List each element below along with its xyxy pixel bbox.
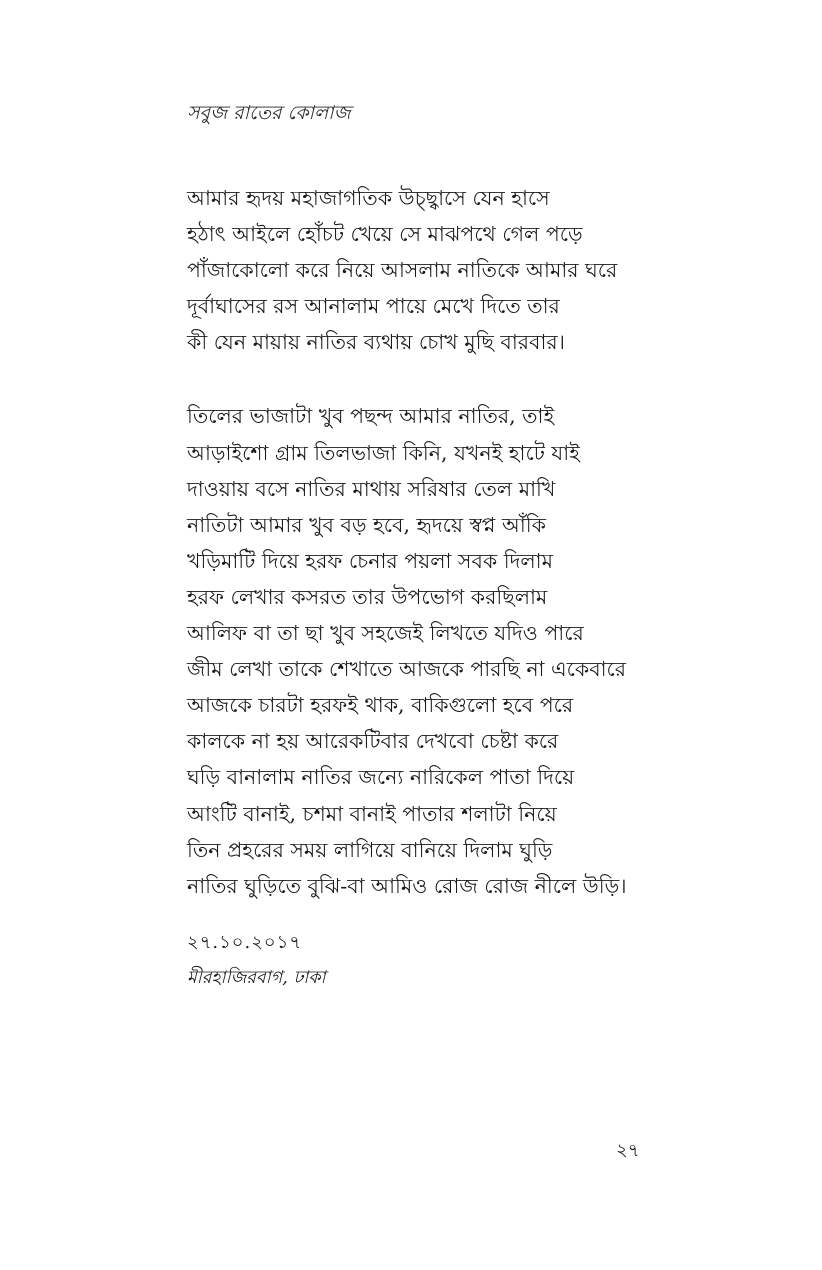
poem (187, 180, 647, 904)
poem-line: আমার হৃদয় মহাজাগতিক উচ্ছ্বাসে যেন হাসে (187, 186, 550, 210)
poem-line: নাতিটা আমার খুব বড় হবে, হৃদয়ে স্বপ্ন আঁকি (187, 512, 547, 537)
poem-line: পাঁজাকোলো করে নিয়ে আসলাম নাতিকে আমার ঘরে (187, 258, 618, 283)
poem-line: আজকে চারটা হরফই থাক, বাকিগুলো হবে পরে (187, 693, 574, 718)
stanza-1 (187, 180, 647, 360)
poem-line: তিন প্রহরের সময় লাগিয়ে বানিয়ে দিলাম ঘুড়ি (187, 837, 553, 862)
poem-line: খড়িমাটি দিয়ে হরফ চেনার পয়লা সবক দিলাম (187, 548, 553, 573)
signoff-date: ২৭.১০.২০১৭ (187, 932, 303, 953)
signoff-place: মীরহাজিরবাগ, ঢাকা (187, 968, 326, 988)
poem-line: আংটি বানাই, চশমা বানাই পাতার শলাটা নিয়ে (187, 801, 557, 826)
running-header: সবুজ রাতের কোলাজ (187, 102, 351, 124)
poem-line: দাওয়ায় বসে নাতির মাথায় সরিষার তেল মাখি (187, 476, 556, 501)
poem-line: আড়াইশো গ্রাম তিলভাজা কিনি, যখনই হাটে যাই (187, 440, 580, 465)
signoff (187, 925, 326, 995)
page-number: ২৭ (616, 1140, 640, 1161)
poem-line: হরফ লেখার কসরত তার উপভোগ করছিলাম (187, 584, 548, 609)
poem-line: তিলের ভাজাটা খুব পছন্দ আমার নাতির, তাই (187, 404, 555, 429)
stanza-2 (187, 398, 647, 903)
poem-line: ঘড়ি বানালাম নাতির জন্যে নারিকেল পাতা দিয়ে (187, 765, 575, 790)
poem-line: কালকে না হয় আরেকটিবার দেখবো চেষ্টা করে (187, 729, 559, 754)
poem-line: কী যেন মায়ায় নাতির ব্যথায় চোখ মুছি বারবার। (187, 330, 566, 355)
poem-line: দূর্বাঘাসের রস আনালাম পায়ে মেখে দিতে তার (187, 294, 560, 319)
poem-line: হঠাৎ আইলে হোঁচট খেয়ে সে মাঝপথে গেল পড়ে (187, 222, 583, 247)
poem-line: নাতির ঘুড়িতে বুঝি-বা আমিও রোজ রোজ নীলে উড়ি। (187, 873, 627, 898)
poem-line: জীম লেখা তাকে শেখাতে আজকে পারছি না একেবারে (187, 657, 627, 682)
poem-line: আলিফ বা তা ছা খুব সহজেই লিখতে যদিও পারে (187, 621, 584, 646)
